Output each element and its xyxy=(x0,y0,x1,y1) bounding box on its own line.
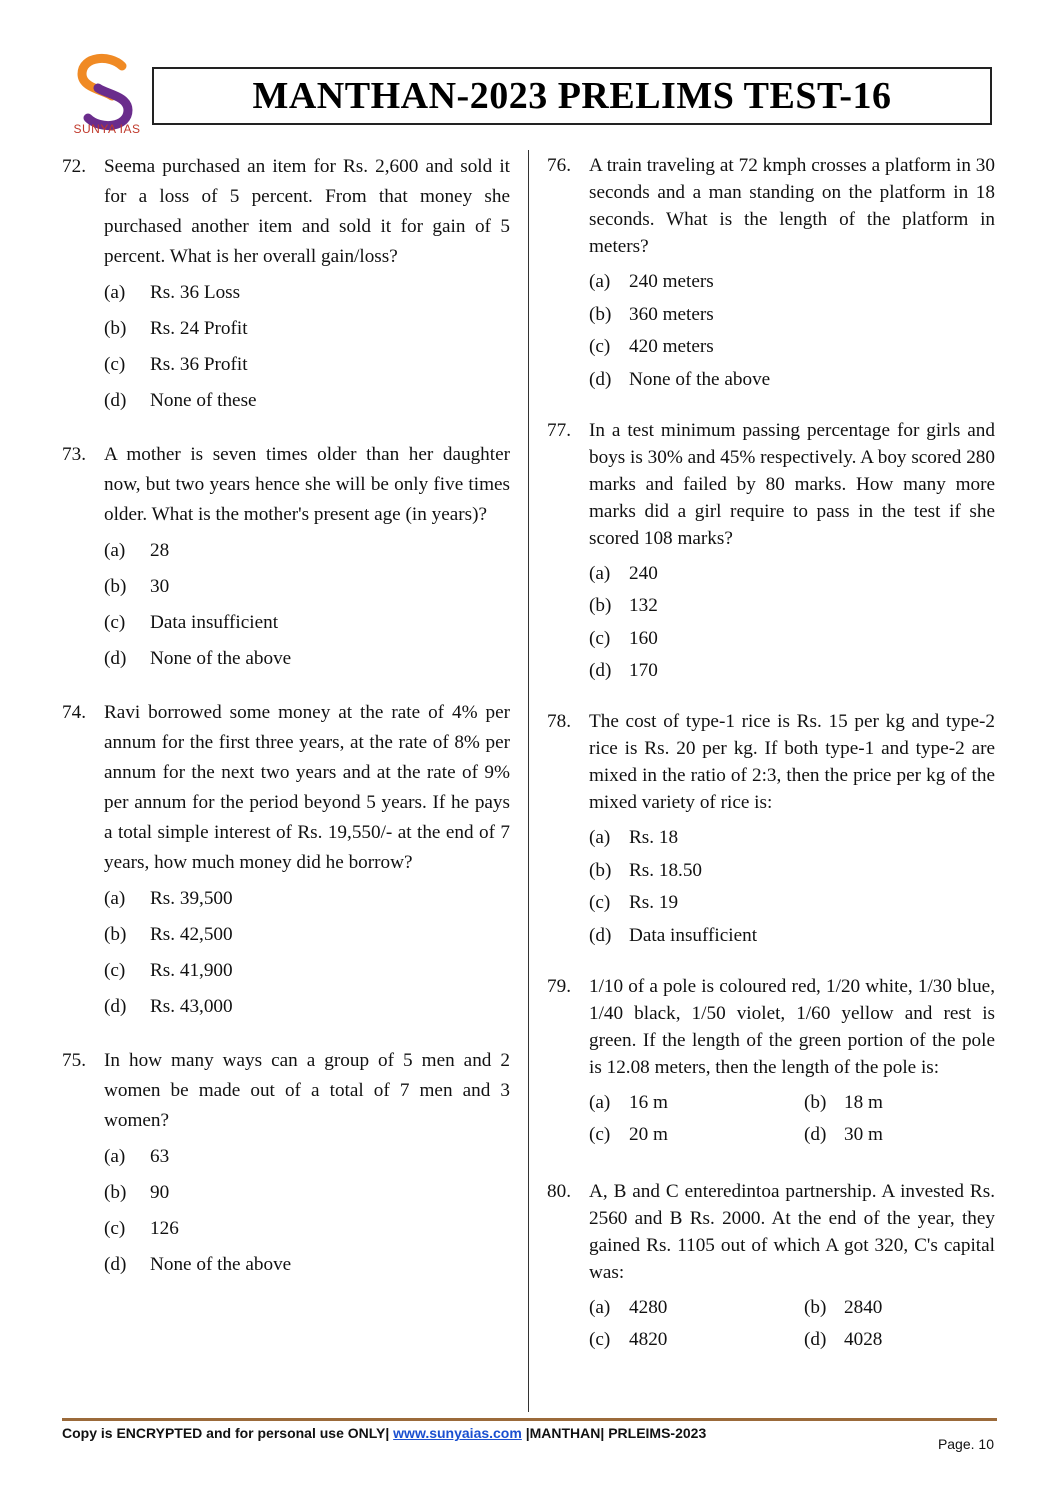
option-item xyxy=(589,922,995,949)
option-text: 4280 xyxy=(629,1296,668,1318)
question-stem xyxy=(547,708,995,816)
option-label: (a) xyxy=(104,540,126,561)
question-stem xyxy=(547,1178,995,1286)
option-item xyxy=(589,625,995,652)
option-label: (a) xyxy=(104,888,126,909)
left-column xyxy=(62,152,510,1304)
option-item xyxy=(104,278,510,308)
option-item xyxy=(804,1089,995,1116)
question-76 xyxy=(547,152,995,393)
footer-rule xyxy=(62,1418,997,1421)
option-label: (a) xyxy=(104,1146,126,1167)
option-text: 30 m xyxy=(844,1124,883,1145)
question-stem xyxy=(62,1046,510,1136)
option-label: (d) xyxy=(804,1124,827,1145)
option-text: Rs. 43,000 xyxy=(150,996,233,1017)
option-text: 170 xyxy=(629,660,658,681)
option-label: (c) xyxy=(104,612,126,633)
options-list xyxy=(589,1089,995,1154)
option-text: 63 xyxy=(150,1146,170,1167)
question-number: 80. xyxy=(547,1180,571,1202)
option-item xyxy=(589,1326,804,1353)
option-label: (b) xyxy=(804,1296,827,1318)
options-list xyxy=(104,1142,510,1280)
option-text: 20 m xyxy=(629,1124,668,1145)
option-text: 360 meters xyxy=(629,303,714,325)
option-item xyxy=(589,1294,804,1321)
option-label: (c) xyxy=(589,1124,611,1145)
question-75 xyxy=(62,1046,510,1280)
option-text: Rs. 41,900 xyxy=(150,960,233,981)
option-label: (a) xyxy=(589,1296,611,1318)
option-label: (b) xyxy=(104,924,127,945)
option-label: (d) xyxy=(589,924,612,946)
question-text: The cost of type-1 rice is Rs. 15 per kg and type-2 rice is Rs. 20 per kg. If both type-1 and type-2 are mixed in the ratio of 2:3, then the price per kg of the mixed variety of rice is: xyxy=(589,711,995,813)
question-stem xyxy=(547,152,995,260)
option-item xyxy=(104,350,510,380)
option-text: Rs. 39,500 xyxy=(150,888,233,909)
right-column xyxy=(547,152,995,1383)
question-text: In how many ways can a group of 5 men and 2 women be made out of a total of 7 men and 3 women? xyxy=(104,1050,510,1131)
option-label: (c) xyxy=(589,1329,611,1350)
option-label: (c) xyxy=(104,960,126,981)
option-label: (b) xyxy=(104,318,127,339)
option-item xyxy=(104,644,510,674)
option-item xyxy=(589,857,995,884)
options-list xyxy=(589,824,995,949)
option-text: Rs. 36 Loss xyxy=(150,282,241,303)
option-item xyxy=(104,884,510,914)
options-list xyxy=(589,268,995,393)
question-stem xyxy=(62,440,510,530)
question-text: Seema purchased an item for Rs. 2,600 and sold it for a loss of 5 percent. From that money she purchased another item and sold it for gain of 5 percent. What is her overall gain/loss? xyxy=(104,156,510,267)
option-label: (d) xyxy=(589,368,612,390)
option-text: Rs. 36 Profit xyxy=(150,354,248,375)
question-80 xyxy=(547,1178,995,1359)
question-number: 76. xyxy=(547,155,571,176)
option-item xyxy=(589,592,995,619)
option-text: 132 xyxy=(629,595,658,616)
option-item xyxy=(104,572,510,602)
option-item xyxy=(104,956,510,986)
question-text: A train traveling at 72 kmph crosses a platform in 30 seconds and a man standing on the platform in 18 seconds. What is the length of the platform in meters? xyxy=(589,155,995,257)
question-77 xyxy=(547,417,995,685)
footer xyxy=(62,1425,997,1441)
option-text: None of these xyxy=(150,390,257,411)
option-text: Rs. 19 xyxy=(629,892,679,913)
option-text: 420 meters xyxy=(629,336,714,357)
option-text: 240 xyxy=(629,562,658,584)
question-number: 73. xyxy=(62,444,86,465)
option-label: (d) xyxy=(804,1329,827,1350)
option-text: 240 meters xyxy=(629,271,714,292)
question-number: 75. xyxy=(62,1050,86,1071)
option-text: Data insufficient xyxy=(629,924,758,946)
option-label: (c) xyxy=(104,354,126,375)
option-label: (d) xyxy=(589,660,612,681)
option-text: Rs. 42,500 xyxy=(150,924,233,945)
option-label: (d) xyxy=(104,996,127,1017)
question-73 xyxy=(62,440,510,674)
option-label: (a) xyxy=(589,1091,611,1113)
option-text: Rs. 18.50 xyxy=(629,859,703,881)
option-item xyxy=(589,333,995,360)
option-text: 90 xyxy=(150,1182,170,1203)
page-title-box xyxy=(152,67,992,125)
question-number: 74. xyxy=(62,702,86,723)
option-item xyxy=(804,1326,995,1353)
question-78 xyxy=(547,708,995,949)
option-text: 126 xyxy=(150,1218,179,1239)
option-item xyxy=(589,657,995,684)
option-label: (c) xyxy=(589,892,611,913)
question-number: 72. xyxy=(62,156,86,177)
footer-prefix: Copy is ENCRYPTED and for personal use ONLY| xyxy=(62,1425,394,1441)
option-text: 4028 xyxy=(844,1329,883,1350)
option-label: (b) xyxy=(589,859,612,881)
options-list xyxy=(589,560,995,685)
option-text: 30 xyxy=(150,576,170,597)
option-item xyxy=(804,1294,995,1321)
option-label: (a) xyxy=(104,282,126,303)
question-72 xyxy=(62,152,510,416)
question-stem xyxy=(547,973,995,1081)
option-label: (a) xyxy=(589,562,611,584)
option-item xyxy=(104,1214,510,1244)
option-item xyxy=(589,889,995,916)
option-text: None of the above xyxy=(629,368,771,390)
options-list xyxy=(104,536,510,674)
option-item xyxy=(104,608,510,638)
option-item xyxy=(104,536,510,566)
options-list xyxy=(104,278,510,416)
option-text: 18 m xyxy=(844,1091,883,1113)
question-number: 77. xyxy=(547,419,571,441)
option-label: (b) xyxy=(104,576,127,597)
option-label: (b) xyxy=(104,1182,127,1203)
question-text: Ravi borrowed some money at the rate of 4% per annum for the first three years, at the rate of 8% per annum for the next two years and at the rate of 9% per annum for the period beyond 5 years. If he pays a total simple interest of Rs. 19,550/- at the end of 7 years, how much money did he borrow? xyxy=(104,702,510,873)
option-text: 2840 xyxy=(844,1296,883,1318)
option-label: (d) xyxy=(104,1254,127,1275)
option-label: (b) xyxy=(804,1091,827,1113)
question-stem xyxy=(62,152,510,272)
option-text: None of the above xyxy=(150,1254,292,1275)
options-list xyxy=(589,1294,995,1359)
option-item xyxy=(589,366,995,393)
footer-suffix: |MANTHAN| PRLEIMS-2023 xyxy=(521,1425,707,1441)
option-text: None of the above xyxy=(150,648,292,669)
question-text: In a test minimum passing percentage for girls and boys is 30% and 45% respectively. A boy scored 280 marks and failed by 80 marks. How many more marks did a girl require to pass in the test if she scored 108 marks? xyxy=(589,419,995,549)
option-label: (c) xyxy=(589,336,611,357)
option-label: (b) xyxy=(589,595,612,616)
option-text: Rs. 24 Profit xyxy=(150,318,248,339)
option-item xyxy=(104,314,510,344)
question-number: 78. xyxy=(547,711,571,732)
question-74 xyxy=(62,698,510,1022)
page-title: MANTHAN-2023 PRELIMS TEST-16 xyxy=(252,75,892,117)
option-item xyxy=(589,1121,804,1148)
option-label: (b) xyxy=(589,303,612,325)
question-text: 1/10 of a pole is coloured red, 1/20 white, 1/30 blue, 1/40 black, 1/50 violet, 1/60 yellow and rest is green. If the length of the green portion of the pole is 12.08 meters, then the length of the pole is: xyxy=(589,975,995,1078)
option-text: 160 xyxy=(629,627,658,649)
option-label: (a) xyxy=(589,271,611,292)
option-item xyxy=(104,1142,510,1172)
option-item xyxy=(589,301,995,328)
option-item xyxy=(589,268,995,295)
question-stem xyxy=(547,417,995,552)
question-stem xyxy=(62,698,510,878)
question-number: 79. xyxy=(547,975,571,997)
option-text: 16 m xyxy=(629,1091,668,1113)
column-divider xyxy=(528,150,529,1412)
page-number: Page. 10 xyxy=(937,1436,994,1452)
option-label: (c) xyxy=(104,1218,126,1239)
website-link[interactable]: www.sunyaias.com xyxy=(393,1425,522,1441)
option-item xyxy=(104,386,510,416)
logo-text: SUNYA IAS xyxy=(73,122,141,136)
option-item xyxy=(104,1178,510,1208)
options-list xyxy=(104,884,510,1022)
option-item xyxy=(589,560,995,587)
option-label: (c) xyxy=(589,627,611,649)
question-text: A, B and C enteredintoa partnership. A invested Rs. 2560 and B Rs. 2000. At the end of the year, they gained Rs. 1105 out of which A got 320, C's capital was: xyxy=(589,1180,995,1283)
option-label: (d) xyxy=(104,648,127,669)
option-item xyxy=(104,992,510,1022)
option-item xyxy=(589,1089,804,1116)
question-79 xyxy=(547,973,995,1154)
option-item xyxy=(804,1121,995,1148)
option-item xyxy=(589,824,995,851)
option-text: Rs. 18 xyxy=(629,827,679,848)
option-label: (a) xyxy=(589,827,611,848)
option-text: Data insufficient xyxy=(150,612,279,633)
question-text: A mother is seven times older than her daughter now, but two years hence she will be only five times older. What is the mother's present age (in years)? xyxy=(104,444,510,525)
option-text: 28 xyxy=(150,540,170,561)
logo-s-icon xyxy=(60,52,150,132)
option-item xyxy=(104,1250,510,1280)
option-text: 4820 xyxy=(629,1329,668,1350)
option-label: (d) xyxy=(104,390,127,411)
option-item xyxy=(104,920,510,950)
